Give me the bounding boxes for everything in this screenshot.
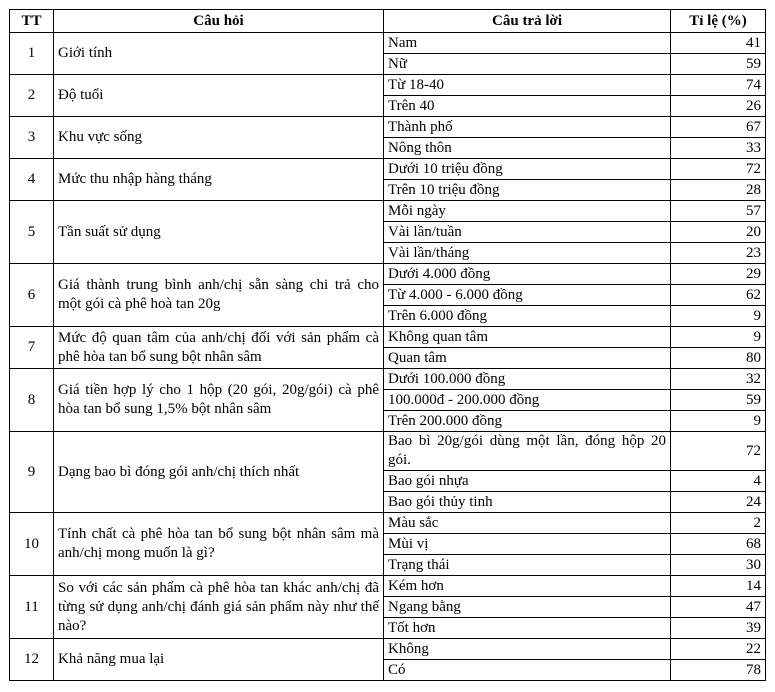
row-number: 10: [10, 513, 54, 576]
answer-cell: Dưới 4.000 đồng: [384, 264, 671, 285]
answer-cell: Trạng thái: [384, 555, 671, 576]
table-row: [10, 117, 766, 138]
percent-cell: 26: [671, 96, 766, 117]
question-cell: Khả năng mua lại: [54, 639, 384, 681]
row-number: 9: [10, 432, 54, 513]
table-row: [10, 432, 766, 471]
answer-cell: Nông thôn: [384, 138, 671, 159]
percent-cell: 59: [671, 390, 766, 411]
question-cell: Mức thu nhập hàng tháng: [54, 159, 384, 201]
table-row: [10, 639, 766, 660]
answer-cell: Tốt hơn: [384, 618, 671, 639]
answer-cell: Kém hơn: [384, 576, 671, 597]
question-cell: Khu vực sống: [54, 117, 384, 159]
question-cell: So với các sản phẩm cà phê hòa tan khác anh/chị đã từng sử dụng anh/chị đánh giá sản phẩm này như thế nào?: [54, 576, 384, 639]
survey-results-table: [9, 9, 766, 681]
row-number: 7: [10, 327, 54, 369]
percent-cell: 59: [671, 54, 766, 75]
header-percent: Tỉ lệ (%): [671, 10, 766, 33]
percent-cell: 28: [671, 180, 766, 201]
table-body: [10, 33, 766, 681]
row-number: 2: [10, 75, 54, 117]
answer-cell: Không: [384, 639, 671, 660]
table-row: [10, 159, 766, 180]
header-answer: Câu trả lời: [384, 10, 671, 33]
answer-cell: Có: [384, 660, 671, 681]
percent-cell: 22: [671, 639, 766, 660]
percent-cell: 80: [671, 348, 766, 369]
header-tt: TT: [10, 10, 54, 33]
answer-cell: Bao gói thủy tinh: [384, 492, 671, 513]
table-row: [10, 201, 766, 222]
answer-cell: Trên 40: [384, 96, 671, 117]
row-number: 12: [10, 639, 54, 681]
percent-cell: 24: [671, 492, 766, 513]
percent-cell: 20: [671, 222, 766, 243]
answer-cell: Bao gói nhựa: [384, 471, 671, 492]
row-number: 6: [10, 264, 54, 327]
question-cell: Giới tính: [54, 33, 384, 75]
row-number: 3: [10, 117, 54, 159]
header-row: [10, 10, 766, 33]
answer-cell: Từ 18-40: [384, 75, 671, 96]
percent-cell: 9: [671, 306, 766, 327]
row-number: 1: [10, 33, 54, 75]
row-number: 8: [10, 369, 54, 432]
question-cell: Giá thành trung bình anh/chị sẵn sàng chi trả cho một gói cà phê hoà tan 20g: [54, 264, 384, 327]
percent-cell: 72: [671, 159, 766, 180]
answer-cell: Không quan tâm: [384, 327, 671, 348]
percent-cell: 14: [671, 576, 766, 597]
table-row: [10, 576, 766, 597]
answer-cell: Màu sắc: [384, 513, 671, 534]
answer-cell: Nam: [384, 33, 671, 54]
answer-cell: Vài lần/tuần: [384, 222, 671, 243]
percent-cell: 32: [671, 369, 766, 390]
percent-cell: 4: [671, 471, 766, 492]
question-cell: Tính chất cà phê hòa tan bổ sung bột nhân sâm mà anh/chị mong muốn là gì?: [54, 513, 384, 576]
answer-cell: Ngang bằng: [384, 597, 671, 618]
percent-cell: 67: [671, 117, 766, 138]
percent-cell: 57: [671, 201, 766, 222]
percent-cell: 74: [671, 75, 766, 96]
answer-cell: 100.000đ - 200.000 đồng: [384, 390, 671, 411]
answer-cell: Mùi vị: [384, 534, 671, 555]
percent-cell: 72: [671, 432, 766, 471]
percent-cell: 62: [671, 285, 766, 306]
percent-cell: 33: [671, 138, 766, 159]
table-row: [10, 513, 766, 534]
percent-cell: 41: [671, 33, 766, 54]
answer-cell: Thành phố: [384, 117, 671, 138]
answer-cell: Trên 10 triệu đồng: [384, 180, 671, 201]
percent-cell: 2: [671, 513, 766, 534]
row-number: 5: [10, 201, 54, 264]
question-cell: Giá tiền hợp lý cho 1 hộp (20 gói, 20g/gói) cà phê hòa tan bổ sung 1,5% bột nhân sâm: [54, 369, 384, 432]
answer-cell: Dưới 100.000 đồng: [384, 369, 671, 390]
question-cell: Dạng bao bì đóng gói anh/chị thích nhất: [54, 432, 384, 513]
header-question: Câu hỏi: [54, 10, 384, 33]
answer-cell: Từ 4.000 - 6.000 đồng: [384, 285, 671, 306]
table-row: [10, 369, 766, 390]
answer-cell: Trên 200.000 đồng: [384, 411, 671, 432]
answer-cell: Nữ: [384, 54, 671, 75]
percent-cell: 9: [671, 411, 766, 432]
answer-cell: Trên 6.000 đồng: [384, 306, 671, 327]
question-cell: Mức độ quan tâm của anh/chị đối với sản phẩm cà phê hòa tan bổ sung bột nhân sâm: [54, 327, 384, 369]
answer-cell: Quan tâm: [384, 348, 671, 369]
row-number: 11: [10, 576, 54, 639]
answer-cell: Mỗi ngày: [384, 201, 671, 222]
percent-cell: 47: [671, 597, 766, 618]
question-cell: Tần suất sử dụng: [54, 201, 384, 264]
table-row: [10, 264, 766, 285]
percent-cell: 78: [671, 660, 766, 681]
row-number: 4: [10, 159, 54, 201]
percent-cell: 30: [671, 555, 766, 576]
question-cell: Độ tuổi: [54, 75, 384, 117]
answer-cell: Bao bì 20g/gói dùng một lần, đóng hộp 20 gói.: [384, 432, 671, 471]
percent-cell: 68: [671, 534, 766, 555]
percent-cell: 39: [671, 618, 766, 639]
table-row: [10, 33, 766, 54]
answer-cell: Dưới 10 triệu đồng: [384, 159, 671, 180]
percent-cell: 29: [671, 264, 766, 285]
table-row: [10, 327, 766, 348]
percent-cell: 9: [671, 327, 766, 348]
percent-cell: 23: [671, 243, 766, 264]
answer-cell: Vài lần/tháng: [384, 243, 671, 264]
table-row: [10, 75, 766, 96]
